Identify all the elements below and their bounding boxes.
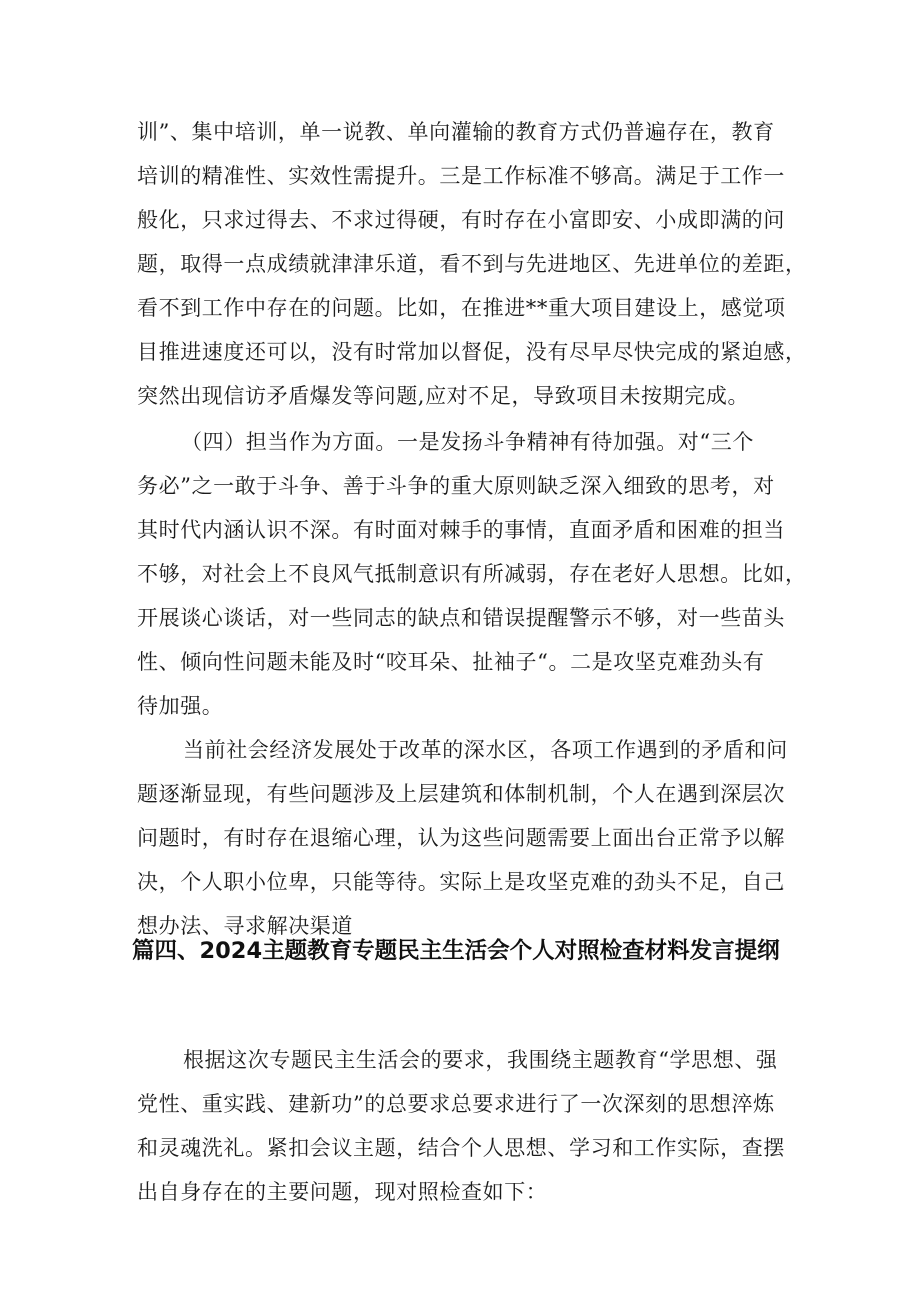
section-heading: 篇四、2024主题教育专题民主生活会个人对照检查材料发言提纲 [132,938,780,964]
text-line: 突然出现信访矛盾爆发等问题,应对不足，导致项目未按期完成。 [137,384,750,408]
text-line: 不够，对社会上不良风气抵制意识有所减弱，存在老好人思想。比如， [137,562,807,586]
text-line: 题逐渐显现，有些问题涉及上层建筑和体制机制，个人在遇到深层次 [137,782,785,806]
text-line: 和灵魂洗礼。紧扣会议主题，结合个人思想、学习和工作实际，查摆 [137,1136,785,1160]
text-line: 务必”之一敢于斗争、善于斗争的重大原则缺乏深入细致的思考，对 [137,474,775,498]
text-line: （四）担当作为方面。一是发扬斗争精神有待加强。对“三个 [181,430,754,454]
text-line: 出自身存在的主要问题，现对照检查如下： [137,1180,548,1204]
text-line: 开展谈心谈话，对一些同志的缺点和错误提醒警示不够，对一些苗头 [137,606,785,630]
text-line: 待加强。 [137,694,224,718]
text-line: 决，个人职小位卑，只能等待。实际上是攻坚克难的劲头不足，自己 [137,870,785,894]
text-line: 般化，只求过得去、不求过得硬，有时存在小富即安、小成即满的问 [137,208,785,232]
text-line: 根据这次专题民主生活会的要求，我围绕主题教育“学思想、强 [183,1048,778,1072]
text-line: 题，取得一点成绩就津津乐道，看不到与先进地区、先进单位的差距， [137,252,807,276]
text-line: 其时代内涵认识不深。有时面对棘手的事情，直面矛盾和困难的担当 [137,518,785,542]
text-line: 当前社会经济发展处于改革的深水区，各项工作遇到的矛盾和问 [183,738,788,762]
text-line: 培训的精准性、实效性需提升。三是工作标准不够高。满足于工作一 [137,164,785,188]
text-line: 看不到工作中存在的问题。比如，在推进**重大项目建设上，感觉项 [137,296,786,320]
text-line: 目推进速度还可以，没有时常加以督促，没有尽早尽快完成的紧迫感， [137,340,807,364]
text-line: 训”、集中培训，单一说教、单向灌输的教育方式仍普遍存在，教育 [137,120,775,144]
text-line: 问题时，有时存在退缩心理，认为这些问题需要上面出台正常予以解 [137,826,785,850]
text-line: 党性、重实践、建新功”的总要求总要求进行了一次深刻的思想淬炼 [137,1092,775,1116]
text-line: 想办法、寻求解决渠道 [137,914,353,938]
text-line: 性、倾向性问题未能及时“咬耳朵、扯袖子“。二是攻坚克难劲头有 [137,650,765,674]
